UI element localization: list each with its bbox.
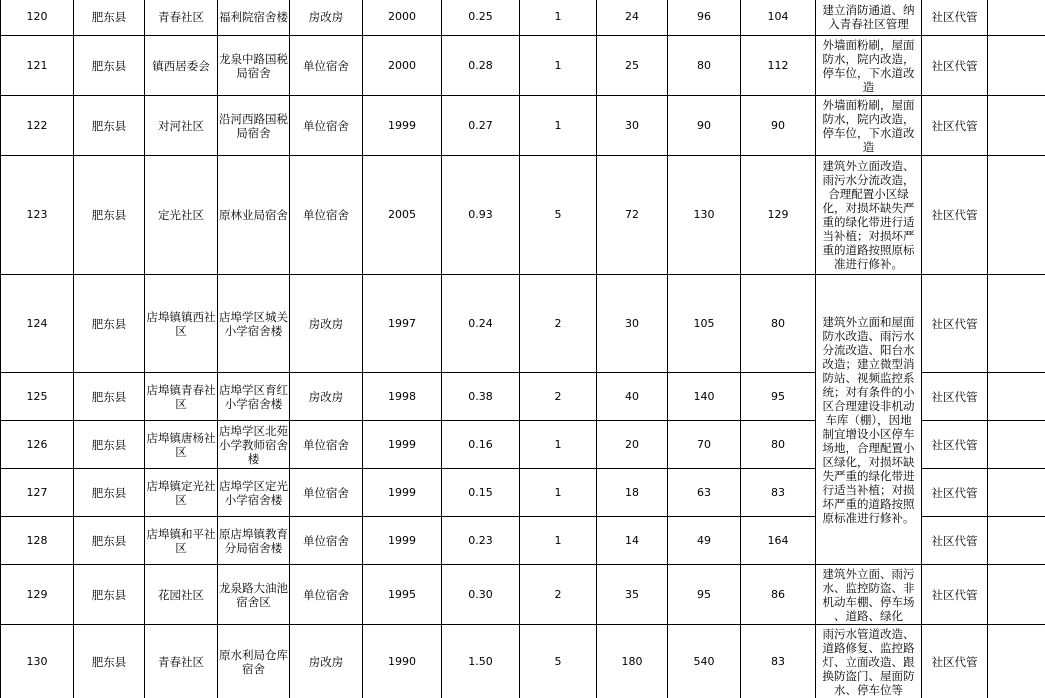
cell-no[interactable]: 127 <box>1 469 74 517</box>
cell-households[interactable]: 105 <box>668 275 741 373</box>
cell-mode[interactable]: 社区代管 <box>922 565 988 625</box>
cell-people[interactable]: 80 <box>741 275 816 373</box>
cell-people[interactable]: 164 <box>741 517 816 565</box>
remark-line: 重的绿化带进行适 <box>822 215 915 229</box>
cell-community[interactable]: 店埠镇镇西社区 <box>145 275 218 373</box>
cell-mode[interactable]: 社区代管 <box>922 275 988 373</box>
cell-area[interactable]: 1.50 <box>442 625 520 698</box>
cell-buildings[interactable]: 2 <box>520 373 597 421</box>
remark-line: 道路修复、监控路 <box>822 640 915 655</box>
cell-type[interactable]: 房改房 <box>290 625 363 698</box>
table-row <box>1 275 1045 373</box>
cell-year[interactable]: 2005 <box>363 156 442 275</box>
cell-name[interactable]: 店埠学区城关小学宿舍楼 <box>218 275 290 373</box>
cell-units[interactable]: 14 <box>597 517 668 565</box>
cell-area[interactable]: 0.27 <box>442 96 520 156</box>
cell-no[interactable]: 123 <box>1 156 74 275</box>
cell-county[interactable]: 肥东县 <box>74 96 145 156</box>
cell-units[interactable]: 35 <box>597 565 668 625</box>
cell-mode[interactable]: 社区代管 <box>922 517 988 565</box>
cell-area[interactable]: 0.15 <box>442 469 520 517</box>
remark-line: 水、监控防盗、非 <box>822 580 915 595</box>
remark-line: 机动车棚、停车场 <box>822 594 915 609</box>
cell-community[interactable]: 青春社区 <box>145 625 218 698</box>
remark-line: 化，对损坏缺失严 <box>822 201 915 215</box>
cell-buildings[interactable]: 2 <box>520 275 597 373</box>
remark-line: 建筑外立面改造、 <box>822 159 915 173</box>
cell-units[interactable]: 30 <box>597 96 668 156</box>
cell-type[interactable]: 单位宿舍 <box>290 565 363 625</box>
cell-type[interactable]: 单位宿舍 <box>290 517 363 565</box>
remark-line: 水、停车位等 <box>834 682 903 697</box>
cell-people[interactable]: 95 <box>741 373 816 421</box>
cell-remark[interactable] <box>816 0 922 36</box>
remark-line: 统；对有条件的小 <box>822 384 915 399</box>
remark-line: 外墙面粉刷，屋面 <box>822 97 915 112</box>
cell-county[interactable]: 肥东县 <box>74 0 145 36</box>
remark-line: 造 <box>862 79 875 94</box>
cell-name[interactable]: 沿河西路国税局宿舍 <box>218 96 290 156</box>
cell-type[interactable]: 单位宿舍 <box>290 469 363 517</box>
remark-line: 、道路、绿化 <box>834 608 903 623</box>
cell-county[interactable]: 肥东县 <box>74 36 145 96</box>
cell-no[interactable]: 130 <box>1 625 74 698</box>
remark-line: 建立消防通道、纳 <box>822 2 915 17</box>
cell-households[interactable]: 95 <box>668 565 741 625</box>
cell-no[interactable]: 122 <box>1 96 74 156</box>
cell-remark[interactable] <box>816 625 922 698</box>
cell-no[interactable]: 125 <box>1 373 74 421</box>
cell-year[interactable]: 1997 <box>363 275 442 373</box>
cell-name[interactable]: 原林业局宿舍 <box>218 156 290 275</box>
cell-remark[interactable] <box>816 275 922 565</box>
cell-mode[interactable]: 社区代管 <box>922 421 988 469</box>
table-row <box>1 565 1045 625</box>
cell-households[interactable]: 96 <box>668 0 741 36</box>
cell-name[interactable]: 龙泉路大油池宿舍区 <box>218 565 290 625</box>
cell-households[interactable]: 540 <box>668 625 741 698</box>
cell-people[interactable]: 129 <box>741 156 816 275</box>
remark-line: 建筑外立面和屋面 <box>822 314 915 329</box>
cell-county[interactable]: 肥东县 <box>74 421 145 469</box>
remark-line: 建筑外立面、雨污 <box>822 566 915 581</box>
remark-line: 改造；建立微型消 <box>822 356 915 371</box>
cell-units[interactable]: 40 <box>597 373 668 421</box>
cell-people[interactable]: 80 <box>741 421 816 469</box>
remark-line: 造 <box>862 139 875 154</box>
remark-line: 防站、视频监控系 <box>822 370 915 385</box>
cell-units[interactable]: 180 <box>597 625 668 698</box>
cell-blank[interactable] <box>988 373 1045 421</box>
cell-households[interactable]: 63 <box>668 469 741 517</box>
cell-name[interactable]: 店埠学区定光小学宿舍楼 <box>218 469 290 517</box>
cell-area[interactable]: 0.24 <box>442 275 520 373</box>
cell-area[interactable]: 0.16 <box>442 421 520 469</box>
cell-name[interactable]: 原水利局仓库宿舍 <box>218 625 290 698</box>
cell-mode[interactable]: 社区代管 <box>922 96 988 156</box>
cell-people[interactable]: 90 <box>741 96 816 156</box>
remark-line: 停车位，下水道改 <box>822 65 915 80</box>
cell-mode[interactable]: 社区代管 <box>922 0 988 36</box>
cell-area[interactable]: 0.23 <box>442 517 520 565</box>
cell-units[interactable]: 24 <box>597 0 668 36</box>
cell-county[interactable]: 肥东县 <box>74 517 145 565</box>
remark-line: 入青春社区管理 <box>828 16 909 31</box>
remark-line: 停车位，下水道改 <box>822 125 915 140</box>
cell-type[interactable]: 单位宿舍 <box>290 96 363 156</box>
table-row <box>1 36 1045 96</box>
cell-county[interactable]: 肥东县 <box>74 275 145 373</box>
cell-area[interactable]: 0.28 <box>442 36 520 96</box>
cell-buildings[interactable]: 5 <box>520 156 597 275</box>
cell-year[interactable]: 1998 <box>363 373 442 421</box>
cell-name[interactable]: 福利院宿舍楼 <box>218 0 290 36</box>
cell-year[interactable]: 2000 <box>363 0 442 36</box>
cell-name[interactable]: 原店埠镇教育分局宿舍楼 <box>218 517 290 565</box>
remark-line: 场地，合理配置小 <box>822 440 915 455</box>
cell-type[interactable]: 单位宿舍 <box>290 156 363 275</box>
remark-line: 重的道路按照原标 <box>822 243 915 257</box>
cell-name[interactable]: 店埠学区育红小学宿舍楼 <box>218 373 290 421</box>
remark-line: 坏严重的道路按照 <box>822 496 915 511</box>
cell-community[interactable]: 定光社区 <box>145 156 218 275</box>
cell-county[interactable]: 肥东县 <box>74 156 145 275</box>
cell-remark[interactable] <box>816 565 922 625</box>
cell-units[interactable]: 25 <box>597 36 668 96</box>
remark-line: 防水，院内改造， <box>822 111 915 126</box>
cell-community[interactable]: 花园社区 <box>145 565 218 625</box>
remark-line: 灯、立面改造、跟 <box>822 654 915 669</box>
remark-line: 雨污水管道改造、 <box>822 626 915 641</box>
cell-buildings[interactable]: 5 <box>520 625 597 698</box>
cell-buildings[interactable]: 1 <box>520 0 597 36</box>
remark-line: 雨污水分流改造， <box>822 173 915 187</box>
cell-buildings[interactable]: 1 <box>520 421 597 469</box>
cell-no[interactable]: 124 <box>1 275 74 373</box>
cell-mode[interactable]: 社区代管 <box>922 36 988 96</box>
cell-year[interactable]: 1999 <box>363 96 442 156</box>
cell-community[interactable]: 镇西居委会 <box>145 36 218 96</box>
cell-mode[interactable]: 社区代管 <box>922 156 988 275</box>
cell-county[interactable]: 肥东县 <box>74 469 145 517</box>
remark-line: 换防盗门、屋面防 <box>822 668 915 683</box>
cell-county[interactable]: 肥东县 <box>74 373 145 421</box>
remark-line: 区绿化，对损坏缺 <box>822 454 915 469</box>
cell-buildings[interactable]: 1 <box>520 469 597 517</box>
cell-people[interactable]: 86 <box>741 565 816 625</box>
cell-name[interactable]: 龙泉中路国税局宿舍 <box>218 36 290 96</box>
cell-no[interactable]: 121 <box>1 36 74 96</box>
cell-community[interactable]: 店埠镇青春社区 <box>145 373 218 421</box>
remark-line: 当补植；对损坏严 <box>822 229 915 243</box>
cell-area[interactable]: 0.25 <box>442 0 520 36</box>
cell-blank[interactable] <box>988 625 1045 698</box>
remark-line: 防水改造、雨污水 <box>822 328 915 343</box>
remark-line: 行适当补植；对损 <box>822 482 915 497</box>
cell-people[interactable]: 83 <box>741 469 816 517</box>
remark-line: 制宜增设小区停车 <box>822 426 915 441</box>
remark-line: 分流改造、阳台水 <box>822 342 915 357</box>
table-row <box>1 625 1045 698</box>
cell-type[interactable]: 单位宿舍 <box>290 36 363 96</box>
cell-buildings[interactable]: 1 <box>520 517 597 565</box>
cell-remark[interactable] <box>816 36 922 96</box>
remark-line: 车库（棚），因地 <box>825 412 912 427</box>
cell-area[interactable]: 0.93 <box>442 156 520 275</box>
cell-no[interactable]: 120 <box>1 0 74 36</box>
cell-people[interactable]: 83 <box>741 625 816 698</box>
remark-line: 区合理建设非机动 <box>822 398 915 413</box>
cell-county[interactable]: 肥东县 <box>74 625 145 698</box>
cell-people[interactable]: 112 <box>741 36 816 96</box>
table-row <box>1 156 1045 275</box>
cell-units[interactable]: 20 <box>597 421 668 469</box>
remark-line: 原标准进行修补。 <box>822 510 915 525</box>
cell-households[interactable]: 130 <box>668 156 741 275</box>
cell-community[interactable]: 对河社区 <box>145 96 218 156</box>
cell-year[interactable]: 1999 <box>363 469 442 517</box>
table-row <box>1 96 1045 156</box>
cell-blank[interactable] <box>988 275 1045 373</box>
cell-mode[interactable]: 社区代管 <box>922 625 988 698</box>
cell-blank[interactable] <box>988 565 1045 625</box>
cell-units[interactable]: 72 <box>597 156 668 275</box>
cell-community[interactable]: 店埠镇唐杨社区 <box>145 421 218 469</box>
cell-mode[interactable]: 社区代管 <box>922 469 988 517</box>
cell-buildings[interactable]: 1 <box>520 96 597 156</box>
cell-area[interactable]: 0.38 <box>442 373 520 421</box>
cell-type[interactable]: 房改房 <box>290 373 363 421</box>
cell-households[interactable]: 49 <box>668 517 741 565</box>
cell-households[interactable]: 140 <box>668 373 741 421</box>
cell-community[interactable]: 店埠镇定光社区 <box>145 469 218 517</box>
cell-community[interactable]: 店埠镇和平社区 <box>145 517 218 565</box>
cell-blank[interactable] <box>988 0 1045 36</box>
cell-type[interactable]: 单位宿舍 <box>290 421 363 469</box>
cell-year[interactable]: 1999 <box>363 421 442 469</box>
cell-remark[interactable] <box>816 156 922 275</box>
remark-line: 防水，院内改造， <box>822 51 915 66</box>
cell-blank[interactable] <box>988 96 1045 156</box>
cell-buildings[interactable]: 1 <box>520 36 597 96</box>
cell-year[interactable]: 1995 <box>363 565 442 625</box>
cell-no[interactable]: 128 <box>1 517 74 565</box>
cell-year[interactable]: 1999 <box>363 517 442 565</box>
cell-blank[interactable] <box>988 156 1045 275</box>
remark-line: 失严重的绿化带进 <box>822 468 915 483</box>
remark-line: 合理配置小区绿 <box>828 187 909 201</box>
cell-year[interactable]: 2000 <box>363 36 442 96</box>
cell-blank[interactable] <box>988 469 1045 517</box>
cell-no[interactable]: 126 <box>1 421 74 469</box>
cell-type[interactable]: 房改房 <box>290 275 363 373</box>
cell-households[interactable]: 80 <box>668 36 741 96</box>
table-row <box>1 0 1045 36</box>
cell-units[interactable]: 30 <box>597 275 668 373</box>
cell-households[interactable]: 70 <box>668 421 741 469</box>
cell-blank[interactable] <box>988 421 1045 469</box>
cell-mode[interactable]: 社区代管 <box>922 373 988 421</box>
cell-blank[interactable] <box>988 36 1045 96</box>
cell-area[interactable]: 0.30 <box>442 565 520 625</box>
cell-type[interactable]: 房改房 <box>290 0 363 36</box>
cell-county[interactable]: 肥东县 <box>74 565 145 625</box>
cell-year[interactable]: 1990 <box>363 625 442 698</box>
cell-people[interactable]: 104 <box>741 0 816 36</box>
cell-no[interactable]: 129 <box>1 565 74 625</box>
cell-buildings[interactable]: 2 <box>520 565 597 625</box>
cell-units[interactable]: 18 <box>597 469 668 517</box>
cell-remark[interactable] <box>816 96 922 156</box>
remark-line: 准进行修补。 <box>834 257 903 271</box>
remark-line: 外墙面粉刷，屋面 <box>822 37 915 52</box>
cell-households[interactable]: 90 <box>668 96 741 156</box>
cell-blank[interactable] <box>988 517 1045 565</box>
cell-name[interactable]: 店埠学区北苑小学教师宿舍楼 <box>218 421 290 469</box>
cell-community[interactable]: 青春社区 <box>145 0 218 36</box>
